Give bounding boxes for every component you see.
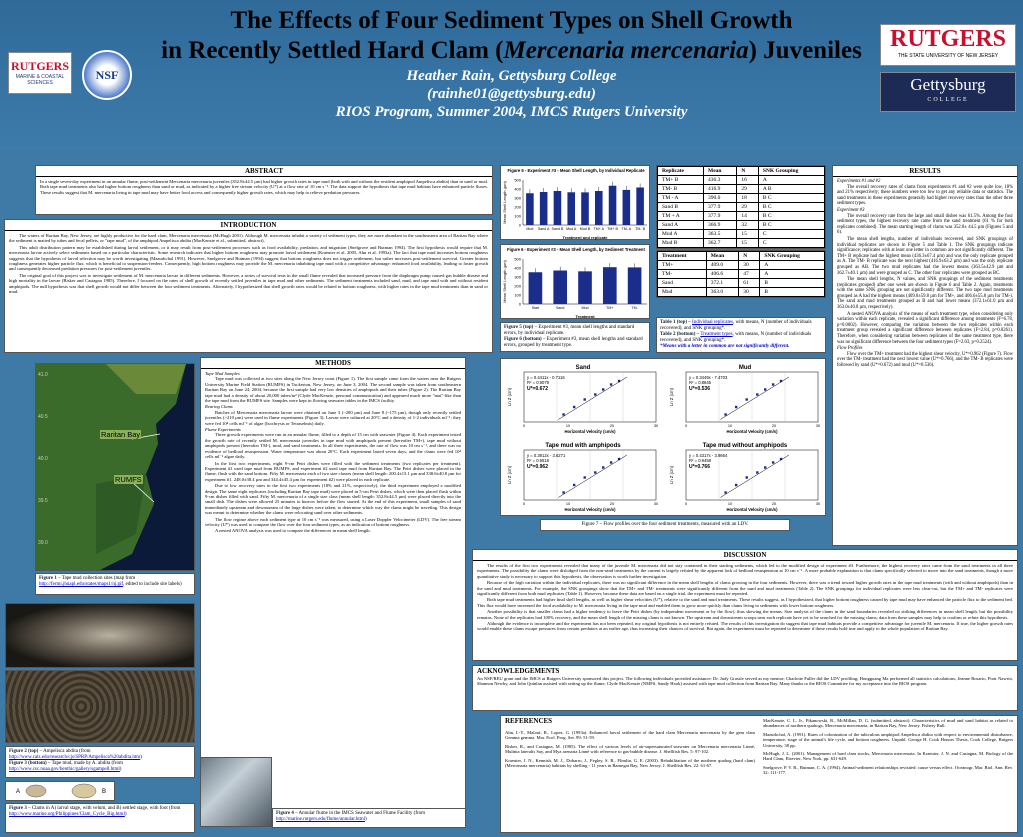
table1	[656, 165, 826, 249]
x-tick-label: 0	[522, 424, 526, 428]
x-tick-label: TM+ B	[607, 227, 618, 231]
program-line: RIOS Program, Summer 2004, IMCS Rutgers University	[335, 104, 688, 120]
table1-cell: 29	[737, 203, 759, 212]
data-point	[584, 476, 586, 478]
nsf-logo: NSF	[82, 50, 132, 100]
introduction-text: The waters of Raritan Bay, New Jersey, are highly productive for the hard clam, Mercenaria mercenaria (McHugh 2001). Although M. mercenaria inhabit a variety of sediment types, they are more abundant in the southeastern area of Raritan Bay where the sediment is matted by tubes and fecal pellets, or "tape mud", of the amphipod Ampelisca abdita (MacKenzie et al., submitted, abstract). This adult distribution pattern may be established during larval settlement, or it may result from post-settlement processes such as food availability, predation, and migration (Snelgrove and Butman 1994). The first hypothesis would require that M. mercenaria larvae actively select sediments based on a particular characteristic. Some research indicates that higher bottom roughness may promote larval settlement (Kraeuter et al. 2005, Ahn et al. 1993a). The fact that tape mud increases bottom roughness suggests that the hypothesis of larval selection may be worth investigating (Mazurkchal 1991). However, Snelgrove and Butman (1994) suggest that bottom roughness does not trigger settlement, but rather increases post-settlement survival. Greater bottom roughness generates higher particle flux, which is beneficial to suspension-feeders. Consequently, high bottom roughness may provide the M. mercenaria inhabiting tape mud with a competitive advantage: enhanced food availability, leading to faster growth and consequently decreased predation pressures for post-settlement juveniles. The original goal of this project was to investigate settlement of M. mercenaria larvae in different sediments. However, a series of survival tests in the small flume revealed that increased pressure from the diaphragm pump caused gas bubble disease and high mortality in the larvae (Bisker and Castagna 1985). Therefore, I focused on the rates of shell growth of recently settled juveniles in tape mud and other sediments. The sediment treatments included sand, mud, and tape mud with and without resident amphipods. The null hypothesis was that shell growth would not differ between the four sediment treatments. Alternately, I hypothesized that shell growth rates would be related to bottom roughness, with higher rates in the tape mud treatments than in sand or mud.	[9, 233, 488, 295]
table1-cell: TM- B	[658, 185, 704, 194]
y-tick-label: 300	[514, 274, 521, 280]
abstract-heading: ABSTRACT	[36, 166, 492, 177]
table2-cell: TM+	[658, 261, 707, 270]
table2-row	[658, 270, 825, 279]
data-point	[746, 476, 748, 478]
data-point	[735, 406, 737, 408]
table2-cell: 406.6	[706, 270, 739, 279]
x-tick-label: TM-	[631, 306, 638, 310]
table1-cell: A	[758, 176, 824, 185]
x-tick-label: 20	[771, 424, 777, 428]
table1-header: Replicate	[658, 167, 704, 176]
table2-row	[658, 261, 825, 270]
figure2-3-caption: Figure 2 (top) – Ampelisca abdita (from http://www.cals.edu/research/cjs/SPRP/Ampelisca%20abdita.htm) Figure 3 (bottom) – Tape mud, made by A. abdita (from http://www.csc.noaa.gov/benthic/gallery/sgampell.html)	[5, 746, 195, 778]
references-right: MacKenzie, C. L. Jr., Pikanowski, R., McMillan, D. G. (submitted, abstract). Characteristics of mud and sand habitat as related to abundances of northern quahogs, Mercenaria mercenaria, in Raritan Bay, New Jersey. Fishery Bull. Mazurkchal, A. (1991). Rates of colonization of the tubiculous amphipod Ampelisca abdita with respect to environmental disturbance, temperature, stage of the animal's life cycle, and bottom roughness. Unpubl. George H. Cook Honors Thesis, Cook College, Rutgers University, 38 pp. McHugh, J. L. (2001). Management of hard clam stocks, Mercenaria mercenaria. In Kraeuter, J. N. and Castagna, M. Biology of the Hard Clam, Elsevier, New York, pp. 631-649. Snelgrove, P. V. R., Butman, C. A. (1994). Animal-sediment relationships revisited: cause versus effect. Oceanogr. Mar. Biol. Ann. Rev. 32: 111-177.	[763, 718, 1013, 776]
gettysburg-logo: Gettysburg COLLEGE	[880, 72, 1016, 112]
bar	[529, 272, 543, 304]
discussion-panel	[472, 549, 1018, 661]
table2-cell: 47	[739, 270, 760, 279]
data-point	[584, 398, 586, 400]
y-axis-label: Ln Z (cm)	[669, 466, 674, 484]
figure5-chart	[500, 165, 650, 240]
trend-line	[558, 455, 627, 498]
y-tick-label: 200	[514, 283, 521, 289]
x-tick-label: 0	[684, 424, 688, 428]
nj-map	[35, 363, 195, 571]
amphipod-photo	[5, 603, 195, 668]
data-point	[735, 484, 737, 486]
references-panel	[500, 715, 1018, 833]
figure4-caption: Figure 4 – Annular flume in the IMCS Seawater and Flume Facility (from http://marine.rutgers.edu/flume/annular.html)	[272, 808, 466, 828]
x-tick-label: Start	[531, 306, 540, 310]
author-line: Heather Rain, Gettysburg College	[406, 68, 617, 84]
r-squared-label: R² = 0.9079	[527, 380, 549, 385]
results-heading: RESULTS	[833, 166, 1017, 177]
table2-header: N	[739, 252, 760, 261]
svg-text:39.0: 39.0	[38, 540, 48, 546]
data-point	[610, 461, 612, 463]
table1-cell: B C	[758, 203, 824, 212]
table1-cell: 15	[737, 230, 759, 239]
rutgers-logo: RUTGERS THE STATE UNIVERSITY OF NEW JERSEY	[880, 24, 1016, 66]
x-tick-label: 10	[565, 502, 571, 506]
data-point	[594, 471, 596, 473]
figure7-flow-profiles	[500, 358, 826, 516]
y-axis-label: Mean Shell Length (µm)	[502, 260, 507, 303]
table1-cell: 377.9	[704, 212, 737, 221]
table1-header: SNK Grouping	[758, 167, 824, 176]
bar	[595, 191, 603, 225]
x-tick-label: Mud A	[566, 227, 577, 231]
bar	[554, 191, 562, 225]
trend-line	[720, 455, 789, 498]
poster-title-line2: in Recently Settled Hard Clam (Mercenaria mercenaria) Juveniles	[161, 37, 862, 64]
table1-cell: 436.3	[704, 176, 737, 185]
table1-row	[658, 212, 825, 221]
table1-cell: B C	[758, 194, 824, 203]
acknowledgements-text: An NSF/REU grant and the IMCS at Rutgers University sponsored this project. The following individuals provided assistance: Dr. Judy Grassle served as my mentor; Charlotte Fuller did the LDV profiling; Hongguang Ma performed all statistics calculations; Jeanne Rosario, Piotr Nawrot, Shannon Newby, and John Quinlan assisted with setting up the flume; Clyde MacKenzie (NMFS, Sandy Hook) assisted with tape mud collection from Raritan Bay. Many thanks to the RIOS Committee for my acceptance into the RIOS program.	[477, 676, 1013, 687]
svg-text:39.5: 39.5	[38, 498, 48, 504]
y-tick-label: 100	[514, 213, 521, 219]
x-tick-label: 10	[727, 424, 733, 428]
poster-title-line1: The Effects of Four Sediment Types on Shell Growth	[230, 7, 793, 34]
discussion-heading: DISCUSSION	[473, 550, 1017, 561]
y-tick-label: 300	[514, 195, 521, 201]
chart-title: Tape mud without amphipods	[702, 443, 788, 449]
table1-cell: B C	[758, 212, 824, 221]
table1-cell: 16	[737, 176, 759, 185]
results-panel	[832, 165, 1018, 546]
y-tick-label: 500	[514, 256, 521, 262]
table1-cell: 366.9	[704, 221, 737, 230]
figure6-chart	[500, 244, 650, 319]
table2-cell: Sand	[658, 279, 707, 288]
figure5-6-caption: Figure 5 (top) – Experiment #3, mean shell lengths and standard errors, by individual replicate. Figure 6 (bottom) – Experiment #3, mean shell lengths and standard errors, grouped by treatment type.	[500, 322, 650, 352]
x-tick-label: 30	[653, 424, 659, 428]
methods-heading: METHODS	[201, 358, 465, 369]
x-tick-label: 30	[815, 502, 821, 506]
table2-cell: 30	[739, 288, 760, 297]
equation-label: y = 0.4411x - 0.7116	[527, 375, 565, 380]
table1-cell: B C	[758, 221, 824, 230]
x-tick-label: 30	[653, 502, 659, 506]
x-tick-label: TM- B	[635, 227, 646, 231]
bar	[578, 271, 592, 304]
y-tick-label: 0	[518, 222, 521, 228]
table2-cell: 30	[739, 261, 760, 270]
table2-cell: TM-	[658, 270, 707, 279]
table2-cell: 363.0	[706, 288, 739, 297]
table2	[656, 250, 826, 298]
y-axis-label: Ln Z (cm)	[507, 388, 512, 406]
bar	[609, 186, 617, 225]
shear-velocity-label: U*=0.766	[689, 464, 710, 470]
table1-header: Mean	[704, 167, 737, 176]
data-point	[772, 383, 774, 385]
table2-cell: Mud	[658, 288, 707, 297]
table1-cell: 14	[737, 212, 759, 221]
bar	[526, 193, 534, 225]
x-tick-label: 0	[522, 502, 526, 506]
acknowledgements-panel	[472, 665, 1018, 711]
table2-header: SNK Grouping	[760, 252, 825, 261]
table2-cell: 372.1	[706, 279, 739, 288]
data-point	[602, 388, 604, 390]
y-axis-label: Ln Z (cm)	[507, 466, 512, 484]
x-tick-label: 20	[771, 502, 777, 506]
y-tick-label: 500	[514, 177, 521, 183]
x-tick-label: 0	[684, 502, 688, 506]
data-point	[764, 388, 766, 390]
table2-row	[658, 279, 825, 288]
discussion-text: The results of the first two experiments revealed that many of the juvenile M. mercenaria did not stay contained in their starting sediments, which led to the modified design of experiment #3. Furthermore, the highest recovery rates came from the sand treatments in all three experiments. The possibility the clams were dislodged from the non-sand treatments by the current is largely refuted by the apparent lack of bedload resuspension at 10 cm s⁻¹. A more probable explanation is that clams specifically selected to move into the sand treatments, though a more quantitative study is necessary to support this hypothesis, the observation is worth further investigation. Because of the high variation within the individual replicates, there was no significant difference in the mean shell lengths of clams growing in the four sediments. However, there was a trend toward higher growth rates in the tape mud treatments (with and without amphipods) than in the sand and mud treatments. For example, the SNK groupings show that the TM+ and TM- treatments were significantly different from the sand and mud treatments (Table 2). The SNK groupings for individual replicates were less clear-cut, but the TM+ and TM- replicates were significantly different from both mud replicates (Table 1). However, because these data are based on a single trial, the experiment must be repeated. Both tape mud treatments had higher final shell lengths, as well as higher shear velocities (U*), relative to the sand and mud treatments. These results suggest, as I hypothesized, that higher bottom roughness caused by tape mud may have enhanced the particle flux to the sediment bed. This flux would have increased the food availability to M. mercenaria living in the tape mud and enabled them to grow more quickly than clams living in sediments with lower bottom roughness. Another possibility is that smaller clams had a higher tendency to leave the Petri dishes (by independent movement or by the flow), thus skewing the means. Size analysis of the clams in the sand boundaries revealed no striking differences in mean shell length, but the possibility remains. None of the replicates had 100% recovery, and the mean shell length of the missing clams is not known. The upstream and downstream scoops near each replicate have yet to be searched for the missing clams; data from these samples may help to confirm or refute this hypothesis. Although the evidence is incomplete and the experiment has not been repeated, my original hypothesis is not entirely refuted. The results of this investigation do suggest that tape mud habitats provide a competitive advantage for juvenile M. mercenaria. If true, the higher growth rates would enable these clams escape pressures from certain predators at an earlier age, thus increasing their chances of survival. But again, the experiment must be repeated to determine if these results hold true and apply to the whole population of Raritan Bay.	[477, 563, 1013, 632]
x-tick-label: Mud	[526, 227, 534, 231]
x-axis-label: Horizontal Velocity (cm/s)	[564, 429, 616, 434]
chart-title: Figure 5 - Experiment #3 - Mean Shell Length, by Individual Replicate	[507, 168, 645, 173]
r-squared-label: R² = 0.9518	[527, 458, 549, 463]
x-tick-label: TM+ A	[593, 227, 605, 231]
table1-cell: Mud A	[658, 230, 704, 239]
table1-cell: 362.7	[704, 239, 737, 248]
table1-row	[658, 221, 825, 230]
data-point	[756, 471, 758, 473]
table2-cell: B	[760, 288, 825, 297]
acknowledgements-heading: ACKNOWLEDGEMENTS	[477, 667, 560, 675]
clam-label-a: A	[16, 789, 21, 795]
svg-text:40.0: 40.0	[38, 456, 48, 462]
table1-cell: Sand B	[658, 203, 704, 212]
table1-cell: 390.0	[704, 194, 737, 203]
references-heading: REFERENCES	[505, 717, 553, 725]
table2-cell: A	[760, 261, 825, 270]
rutgers-marine-logo: RUTGERS MARINE & COASTAL SCIENCES	[8, 52, 72, 94]
equation-label: y = 0.3912x - 3.6271	[527, 453, 566, 458]
table1-row	[658, 230, 825, 239]
bar	[553, 271, 567, 304]
table1-cell: Sand A	[658, 221, 704, 230]
table1-cell: Mud B	[658, 239, 704, 248]
bar	[628, 267, 642, 304]
y-tick-label: 0	[518, 301, 521, 307]
table1-cell: 29	[737, 185, 759, 194]
table1-cell: TM+ B	[658, 176, 704, 185]
table1-row	[658, 194, 825, 203]
y-tick-label: 200	[514, 204, 521, 210]
methods-panel	[200, 357, 466, 825]
x-tick-label: Sand B	[551, 227, 564, 231]
x-tick-label: 30	[815, 424, 821, 428]
table1-cell: A B	[758, 185, 824, 194]
methods-text: Tape Mud Samples Tape mud was collected at two sites along the New Jersey coast (Figure 1). The first sample came from the waters near the Rutgers University Marine Field Station (RUMFS) in Tuckerton, New Jersey, on June 3, 2004. The second sample was taken from southeastern Raritan Bay on June 24, 2004, because the first sample had very low densities of amphipods and their tubes (Figure 2). The Raritan Bay tape mud had a density of about 20,000 tubes/m² (Clyde MacKenzie, personal communication) and appeared much more "mat"-like than the tape mud from the RUMFS site. Samples were kept in flowing seawater tables in the IMCS facility. Rearing Clams Batches of Mercenaria mercenaria larvae were obtained on June 3 (~200 µm) and June 8 (~175 µm), though only recently settled juveniles (>210 µm) were used in flume experiments (Figure 3). Larvae were cultured at 20°C and a density of 1-2 individuals ml⁻¹; they were fed 10⁴ cells ml⁻¹ of algae (Isochrysis or Tetraselmis) daily. Flume Experiments Three growth experiments were run in an annular flume, filled to a depth of 15 cm with seawater (Figure 4). Each experiment tested the growth rate of recently settled M. mercenaria juveniles in tape mud with amphipods present (hereafter TM+), tape mud without amphipods present (hereafter TM-), mud, and sand treatments. In all three experiments, the rate of flow was 10 cm s⁻¹, and there was no evidence of bedload resuspension. Water temperature was about 20°C. Each experiment lasted seven days, and the clams were fed 10⁴ cells ml⁻¹ algae daily. In the first two experiments, eight 9-cm Petri dishes were filled with the sediment treatments (two replicates per treatment). Experiment #1 used tape mud from RUMFS, and experiment #2 used tape mud from Raritan Bay. The Petri dishes were placed in the flume, flush with the sand bottom. Fifty M. mercenaria each of two size classes (mean shell length: 200.4±13.1 µm and 338.6±40.8 µm for experiment #1, 248.0±38.4 µm and 344.4±45.4 µm for experiment #2) were placed in each replicate. Due to low recovery rates in the first two experiments (18% and 21%, respectively), the third experiment employed a modified design. The same eight replicates (including Raritan Bay tape mud) were placed in 5-cm Petri dishes, which were then placed flush within 9-cm dishes filled with sand. Fifty M. mercenaria of a single size class (mean shell length: 352.8±44.5 µm) were placed directly into the small dish. The dishes were allowed 25 minutes to burrow before the flow started. At the end of this experiment, small samples of sand immediately upstream and downstream of the large dishes were taken, to determine which way the clams might be traveling. This design was meant to determine whether the clams were relocating sand over other sediments. The flow regime above each sediment type at 10 cm s⁻¹ was measured, using a Laser Doppler Velocimeter (LDV). The free stream velocity (U*) was used to compare the flow over the four sediment types, as an indication of bottom roughness. A nested ANOVA analysis was used to compare the differences in mean shell length.	[205, 371, 461, 534]
equation-label: y = 0.4317x - 3.9864	[689, 453, 728, 458]
x-tick-label: 20	[609, 502, 615, 506]
y-tick-label: 400	[514, 265, 521, 271]
data-point	[746, 398, 748, 400]
data-point	[724, 413, 726, 415]
bar	[636, 187, 644, 225]
x-tick-label: Sand	[555, 306, 565, 310]
x-axis-label: Treatment	[575, 314, 595, 319]
figure7-caption: Figure 7 – Flow profiles over the four sediment treatments, measured with an LDV.	[540, 519, 790, 531]
r-squared-label: R² = 0.8645	[689, 380, 711, 385]
chart-title: Sand	[575, 365, 591, 371]
x-tick-label: 10	[565, 424, 571, 428]
table2-header: Mean	[706, 252, 739, 261]
references-left: Ahn, I.-Y., Malouf, R., Lopez, G. (1993a). Enhanced larval settlement of the hard clam Mercenaria mercenaria by the gem clam Gemma gemma. Mar. Ecol. Prog. Ser. 99: 51-59. Bisker, R., and Castagna, M. (1985). The effect of various levels of air-supersaturated seawater on Mercenaria mercenaria Linné, Mulinia lateralis Say, and Mya arenaria Linné with reference to gas-bubble disease. J. Shellfish Res. 5: 97-102. Kraeuter, J. N., Kennish, M. J., Dobarro, J., Fegley, S. R., Flimlin, G. E. (2003). Rehabilitation of the northern quahog (hard clam) (Mercenaria mercenaria) habitats by shelling - 11 years in Barnegat Bay, New Jersey. J. Shellfish Res. 22: 61-67.	[505, 730, 755, 769]
map-label-raritan-bay: Raritan Bay	[101, 430, 141, 439]
table2-cell: A	[760, 270, 825, 279]
email-line: (rainhe01@gettysburg.edu)	[427, 86, 596, 102]
shear-velocity-label: U*=0.962	[527, 464, 548, 470]
table1-cell: 32	[737, 221, 759, 230]
x-tick-label: Sand A	[537, 227, 550, 231]
flume-photo	[200, 757, 272, 827]
table2-cell: B	[760, 279, 825, 288]
x-axis-label: Horizontal Velocity (cm/s)	[726, 429, 778, 434]
x-tick-label: TM+	[606, 306, 614, 310]
data-point	[610, 383, 612, 385]
data-point	[573, 406, 575, 408]
x-tick-label: 20	[609, 424, 615, 428]
x-axis-label: Horizontal Velocity (cm/s)	[564, 507, 616, 512]
trend-line	[720, 377, 789, 420]
table1-header: N	[737, 167, 759, 176]
table1-cell: TM - A	[658, 194, 704, 203]
clam-stages-image	[5, 781, 115, 801]
introduction-panel	[4, 219, 493, 353]
chart-title: Figure 6 - Experiment #3 - Mean Shell Length, by Sediment Treatment	[507, 247, 645, 252]
bar	[567, 192, 575, 225]
table1-cell: 377.9	[704, 203, 737, 212]
chart-title: Tape mud with amphipods	[545, 443, 621, 449]
table2-cell: 61	[739, 279, 760, 288]
table1-cell: C	[758, 239, 824, 248]
data-point	[602, 466, 604, 468]
figure1-caption: Figure 1 – Tape mud collection sites (map from http://fermi.jhuapl.edu/states/maps1/nj.gif, edited to include site labels)	[35, 573, 195, 595]
x-axis-label: Horizontal Velocity (cm/s)	[726, 507, 778, 512]
x-tick-label: 10	[727, 502, 733, 506]
equation-label: y = 0.3449x - 7.4703	[689, 375, 728, 380]
svg-text:40.5: 40.5	[38, 414, 48, 420]
table1-cell: 15	[737, 239, 759, 248]
y-tick-label: 100	[514, 292, 521, 298]
table1-row	[658, 203, 825, 212]
map-label-rumfs: RUMFS	[115, 475, 142, 484]
table2-cell: 409.0	[706, 261, 739, 270]
x-tick-label: TM- A	[621, 227, 632, 231]
table1-row	[658, 239, 825, 248]
table1-row	[658, 176, 825, 185]
results-text: Experiments #1 and #2 The overall recovery rates of clams from experiments #1 and #2 were quite low, 18% and 21% respectively; these numbers were too low to get any reliable data or statistics. The sand treatments in these experiments generally had higher recovery rates than the other three sediment types. Experiment #3 The overall recovery rate from the large and small dishes was 61.5%. Among the four sediment types, the highest recovery rate came from the sand treatment (61 % for both replicates combined). The mean starting length of clams was 352.8± 44.5 µm (Figures 5 and 6). The mean shell lengths, number of individuals recovered, and SNK groupings of individual replicates are shown in Figure 5 and Table 1. The SNK groupings indicate significance; replicates with at least one letter in common are not significantly different. The TM+ B replicate had the highest mean (436.3±67.4 µm) and was the only replicate grouped as A. The TM- B replicate was the next highest (416.9±63.2 µm) and was the only replicate grouped as AB. The two mud replicates had the lowest means (363.5±42.9 µm and 362.7±40.1 µm) and were grouped as C. The other four replicates were grouped as BC. The mean shell lengths, N values, and SNK groupings of the sediment treatments (replicates grouped) after one week are shown in Figure 6 and Table 2. Again, treatments with the same SNK grouping are not significantly different. The two tape mud treatments grouped as A had the highest means (409.0±59.8 µm for TM+, and 406.6±55.8 µm for TM-). The sand and mud treatments grouped as B and had lower means (372.1±61.0 µm and 363.0±40.8 µm, respectively). A nested ANOVA analysis of the means of each treatment type, when considering only variation within each replicate, revealed a significant difference among treatments (F=6.78, p=0.0002). However, comparing the variation between the two replicates within each treatment group revealed a significant difference between replicates (F=2.84, p=0.0261). Therefore, when considering variation between replicates of the same treatment type, there was no significant difference between the four sediment types (F=2.03, p=0.2524). Flow Profiles Flow over the TM+ treatment had the highest shear velocity, U*=0.962 (Figure 7). Flow over the TM- treatment had the next lowest value (U*=0.766), and the TM- B replicates were followed by sand (U*=0.672) and mud (U*=0.536).	[837, 179, 1013, 368]
bar	[581, 192, 589, 225]
table1-cell: 18	[737, 194, 759, 203]
table1-cell: 363.5	[704, 230, 737, 239]
y-axis-label: Ln Z (cm)	[669, 388, 674, 406]
bar	[540, 192, 548, 225]
table1-row	[658, 185, 825, 194]
nj-map-graphic	[36, 364, 195, 571]
bar	[623, 190, 631, 225]
table1-cell: TM + A	[658, 212, 704, 221]
table2-row	[658, 288, 825, 297]
chart-title: Mud	[738, 365, 752, 371]
data-point	[573, 484, 575, 486]
x-axis-label: Treatment and replicate	[562, 235, 608, 240]
table-caption: Table 1 (top) – Individual replicates, with means, N (number of individuals recovered), and SNK grouping*. Table 2 (bottom) – Treatment types, with means, N (number of individuals recovered), and SNK grouping*. *Means with a letter in common are not significantly different.	[656, 317, 826, 353]
table2-header: Treatment	[658, 252, 707, 261]
abstract-panel	[35, 165, 493, 215]
x-tick-label: Mud	[581, 306, 589, 310]
table1-cell: C	[758, 230, 824, 239]
settled-clam	[72, 784, 96, 798]
larval-clam	[26, 785, 46, 797]
introduction-heading: INTRODUCTION	[5, 220, 492, 231]
trend-line	[558, 377, 627, 420]
shear-velocity-label: U*=0.672	[527, 386, 548, 392]
svg-text:41.0: 41.0	[38, 372, 48, 378]
table1-cell: 416.9	[704, 185, 737, 194]
data-point	[594, 393, 596, 395]
data-point	[772, 461, 774, 463]
data-point	[562, 491, 564, 493]
x-tick-label: Mud B	[579, 227, 591, 231]
figure3-caption: Figure 3 – Clams in A) larval stage, with velum, and B) settled stage, with foot (from http://www.marine.org/Philippines/Clam_Cycle_Big.html)	[5, 803, 195, 833]
data-point	[562, 413, 564, 415]
data-point	[764, 466, 766, 468]
y-tick-label: 400	[514, 186, 521, 192]
abstract-text: In a single seven-day experiment in an annular flume, post-settlement Mercenaria mercenaria juveniles (352.8±44.5 µm) had higher growth rates in tape mud (both with and without the resident amphipod Ampelisca abdita) than in sand or mud. Both tape mud treatments also had higher bottom roughness than sand or mud, as indicated by a higher free stream velocity (U*) at a flow rate of 10 cm s⁻¹. The data support the hypothesis that tape mud habitats have enhanced particle fluxes. These results suggest that M. mercenaria living in tape mud may have better food access and consequently higher growth rates, which may help to relieve predation pressures.	[40, 179, 488, 195]
bar	[603, 267, 617, 304]
data-point	[724, 491, 726, 493]
tape-mud-photo	[5, 670, 195, 743]
r-squared-label: R² = 0.9458	[689, 458, 711, 463]
clam-label-b: B	[102, 789, 107, 795]
y-axis-label: Mean Shell Length (µm)	[502, 181, 507, 224]
shear-velocity-label: U*=0.536	[689, 386, 710, 392]
data-point	[756, 393, 758, 395]
